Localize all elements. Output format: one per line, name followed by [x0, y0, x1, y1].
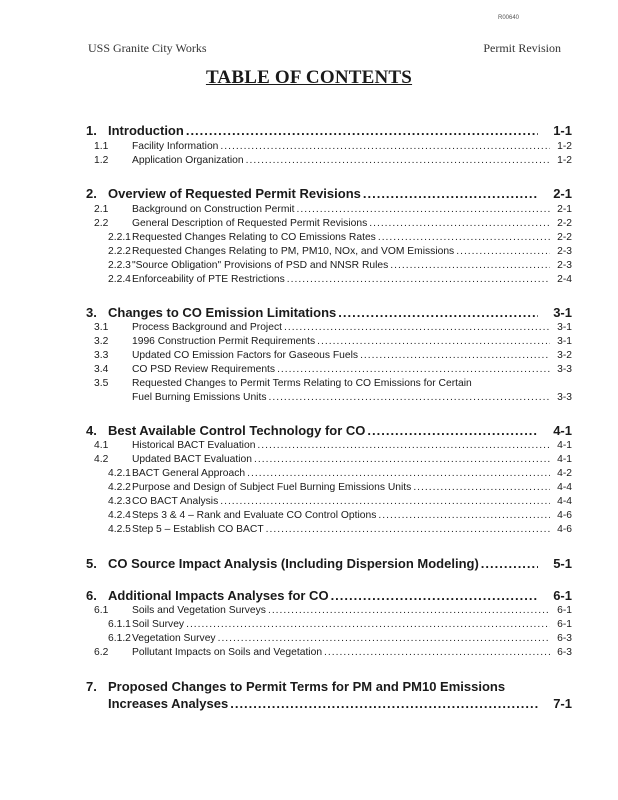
- toc-title: CO Source Impact Analysis (Including Dispersion Modeling): [108, 556, 479, 571]
- toc-number: 4.2.3: [108, 496, 131, 507]
- toc-title: CO PSD Review Requirements: [132, 364, 276, 375]
- toc-page: 3-3: [557, 392, 572, 403]
- toc-entry-4-1[interactable]: [86, 440, 572, 451]
- toc-entry-4[interactable]: [86, 423, 572, 438]
- toc-leader: [390, 260, 550, 271]
- toc-number: 6.1.2: [108, 633, 131, 644]
- toc-page: 3-1: [557, 336, 572, 347]
- toc-title: BACT General Approach: [132, 468, 246, 479]
- toc-page: 4-2: [557, 468, 572, 479]
- toc-leader: [456, 246, 550, 257]
- toc-title: Updated BACT Evaluation: [132, 454, 253, 465]
- toc-number: 6.2: [94, 647, 109, 658]
- toc-title: Pollutant Impacts on Soils and Vegetation: [132, 647, 323, 658]
- toc-number: 2.2: [94, 218, 109, 229]
- toc-entry-3-5-continued[interactable]: [86, 392, 572, 403]
- toc-leader: [247, 468, 550, 479]
- toc-entry-3-3[interactable]: [86, 350, 572, 361]
- toc-entry-7-continued[interactable]: [86, 696, 572, 711]
- toc-number: 4.2.1: [108, 468, 131, 479]
- document-stamp: R00640: [498, 15, 520, 21]
- toc-number: 5.: [86, 556, 97, 571]
- toc-title-continued: Fuel Burning Emissions Units: [132, 392, 267, 403]
- toc-number: 4.2.5: [108, 524, 131, 535]
- toc-entry-2-2-4[interactable]: [86, 274, 572, 285]
- toc-number: 4.: [86, 423, 97, 438]
- toc-entry-2-2-2[interactable]: [86, 246, 572, 257]
- toc-number: 1.2: [94, 155, 109, 166]
- toc-title: Historical BACT Evaluation: [132, 440, 256, 451]
- toc-page: 4-6: [557, 524, 572, 535]
- toc-title: Overview of Requested Permit Revisions: [108, 186, 361, 201]
- toc-entry-2[interactable]: [86, 186, 572, 201]
- toc-page: 2-4: [557, 274, 572, 285]
- toc-title: General Description of Requested Permit Revisions: [132, 218, 368, 229]
- toc-title: Requested Changes Relating to CO Emissions Rates: [132, 232, 376, 243]
- toc-title: Soils and Vegetation Surveys: [132, 605, 266, 616]
- toc-leader: [220, 141, 550, 152]
- toc-page: 2-3: [557, 260, 572, 271]
- toc-number: 4.2.2: [108, 482, 131, 493]
- toc-leader: [369, 218, 550, 229]
- toc-number: 3.3: [94, 350, 109, 361]
- toc-leader: [277, 364, 550, 375]
- toc-leader: [230, 696, 538, 711]
- toc-page: 3-2: [557, 350, 572, 361]
- toc-entry-6-1-2[interactable]: [86, 633, 572, 644]
- toc-number: 1.1: [94, 141, 109, 152]
- toc-entry-3-1[interactable]: [86, 322, 572, 333]
- toc-leader: [268, 392, 550, 403]
- toc-leader: [268, 605, 550, 616]
- toc-leader: [317, 336, 550, 347]
- toc-entry-6-2[interactable]: [86, 647, 572, 658]
- toc-entry-2-2-1[interactable]: [86, 232, 572, 243]
- toc-entry-1[interactable]: [86, 123, 572, 138]
- toc-entry-3-4[interactable]: [86, 364, 572, 375]
- toc-leader: [413, 482, 550, 493]
- toc-entry-6-1[interactable]: [86, 605, 572, 616]
- toc-page: 4-1: [557, 454, 572, 465]
- toc-number: 2.1: [94, 204, 109, 215]
- toc-leader: [287, 274, 550, 285]
- toc-page: 6-1: [553, 588, 572, 603]
- toc-number: 2.2.3: [108, 260, 131, 271]
- toc-entry-4-2-2[interactable]: [86, 482, 572, 493]
- toc-entry-4-2-5[interactable]: [86, 524, 572, 535]
- toc-entry-3-5[interactable]: [86, 378, 572, 389]
- toc-page: 2-1: [553, 186, 572, 201]
- toc-title: "Source Obligation" Provisions of PSD and NNSR Rules: [132, 260, 389, 271]
- toc-title: Steps 3 & 4 – Rank and Evaluate CO Control Options: [132, 510, 377, 521]
- toc-title: Process Background and Project: [132, 322, 282, 333]
- toc-number: 3.1: [94, 322, 109, 333]
- toc-page: 3-1: [557, 322, 572, 333]
- toc-page: 2-2: [557, 232, 572, 243]
- toc-leader: [360, 350, 550, 361]
- toc-leader: [257, 440, 550, 451]
- toc-page: 3-1: [553, 305, 572, 320]
- toc-page: 7-1: [553, 696, 572, 711]
- toc-title: Requested Changes Relating to PM, PM10, NOx, and VOM Emissions: [132, 246, 455, 257]
- toc-page: 1-1: [553, 123, 572, 138]
- toc-number: 7.: [86, 679, 97, 694]
- toc-leader: [266, 524, 550, 535]
- toc-entry-6[interactable]: [86, 588, 572, 603]
- toc-leader: [254, 454, 550, 465]
- toc-title: Soil Survey: [132, 619, 185, 630]
- toc-entry-4-2-1[interactable]: [86, 468, 572, 479]
- header-left: USS Granite City Works: [88, 41, 207, 55]
- toc-page: 6-1: [557, 619, 572, 630]
- toc-page: 4-1: [557, 440, 572, 451]
- toc-number: 6.1.1: [108, 619, 131, 630]
- toc-entry-7[interactable]: [86, 679, 572, 694]
- toc-entry-3[interactable]: [86, 305, 572, 320]
- toc-leader: [218, 633, 550, 644]
- toc-page: 6-3: [557, 647, 572, 658]
- toc-page: 4-6: [557, 510, 572, 521]
- toc-title: Background on Construction Permit: [132, 204, 295, 215]
- toc-entry-4-2-3[interactable]: [86, 496, 572, 507]
- toc-entry-4-2[interactable]: [86, 454, 572, 465]
- toc-entry-2-2[interactable]: [86, 218, 572, 229]
- toc-entry-3-2[interactable]: [86, 336, 572, 347]
- toc-leader: [324, 647, 550, 658]
- toc-page: 5-1: [553, 556, 572, 571]
- toc-title: Enforceability of PTE Restrictions: [132, 274, 285, 285]
- toc-entry-6-1-1[interactable]: [86, 619, 572, 630]
- toc-title: Changes to CO Emission Limitations: [108, 305, 337, 320]
- page-title: TABLE OF CONTENTS: [205, 67, 413, 88]
- toc-title: Proposed Changes to Permit Terms for PM and PM10 Emissions: [108, 679, 506, 694]
- toc-entry-2-1[interactable]: [86, 204, 572, 215]
- toc-title: Best Available Control Technology for CO: [108, 423, 366, 438]
- toc-number: 2.2.4: [108, 274, 131, 285]
- toc-title: Introduction: [108, 123, 184, 138]
- toc-number: 2.: [86, 186, 97, 201]
- toc-leader: [186, 619, 550, 630]
- toc-title: Updated CO Emission Factors for Gaseous Fuels: [132, 350, 359, 361]
- toc-leader: [297, 204, 550, 215]
- toc-title-continued: Increases Analyses: [108, 696, 229, 711]
- toc-number: 4.1: [94, 440, 109, 451]
- toc-leader: [331, 588, 538, 603]
- toc-page: 3-3: [557, 364, 572, 375]
- toc-number: 4.2.4: [108, 510, 131, 521]
- toc-entry-1-1[interactable]: [86, 141, 572, 152]
- toc-page: 4-4: [557, 496, 572, 507]
- toc-number: 3.2: [94, 336, 109, 347]
- toc-title: Purpose and Design of Subject Fuel Burning Emissions Units: [132, 482, 412, 493]
- toc-title: Vegetation Survey: [132, 633, 216, 644]
- toc-page: 4-4: [557, 482, 572, 493]
- toc-number: 3.5: [94, 378, 109, 389]
- toc-leader: [481, 556, 538, 571]
- toc-page: 6-3: [557, 633, 572, 644]
- toc-number: 3.: [86, 305, 97, 320]
- toc-page: 4-1: [553, 423, 572, 438]
- toc-page: 1-2: [557, 155, 572, 166]
- toc-title: CO BACT Analysis: [132, 496, 219, 507]
- toc-entry-5[interactable]: [86, 556, 572, 571]
- toc-page: 2-3: [557, 246, 572, 257]
- toc-leader: [378, 510, 550, 521]
- toc-entry-1-2[interactable]: [86, 155, 572, 166]
- toc-leader: [186, 123, 538, 138]
- toc-page: 2-1: [557, 204, 572, 215]
- toc-number: 2.2.2: [108, 246, 131, 257]
- toc-entry-2-2-3[interactable]: [86, 260, 572, 271]
- toc-number: 6.: [86, 588, 97, 603]
- toc-leader: [284, 322, 550, 333]
- toc-leader: [367, 423, 538, 438]
- header-right: Permit Revision: [483, 41, 561, 55]
- toc-page: 6-1: [557, 605, 572, 616]
- toc-number: 2.2.1: [108, 232, 131, 243]
- toc-leader: [246, 155, 550, 166]
- toc-number: 4.2: [94, 454, 109, 465]
- toc-title: Additional Impacts Analyses for CO: [108, 588, 329, 603]
- toc-title: Step 5 – Establish CO BACT: [132, 524, 264, 535]
- toc-title: Requested Changes to Permit Terms Relating to CO Emissions for Certain: [132, 378, 472, 389]
- toc-title: Application Organization: [132, 155, 244, 166]
- toc-page: 1-2: [557, 141, 572, 152]
- toc-entry-4-2-4[interactable]: [86, 510, 572, 521]
- toc-leader: [378, 232, 550, 243]
- toc-leader: [220, 496, 550, 507]
- toc-leader: [338, 305, 538, 320]
- toc-number: 3.4: [94, 364, 109, 375]
- toc-number: 6.1: [94, 605, 109, 616]
- toc-title: Facility Information: [132, 141, 219, 152]
- toc-number: 1.: [86, 123, 97, 138]
- toc-page: 2-2: [557, 218, 572, 229]
- toc-leader: [363, 186, 538, 201]
- toc-title: 1996 Construction Permit Requirements: [132, 336, 316, 347]
